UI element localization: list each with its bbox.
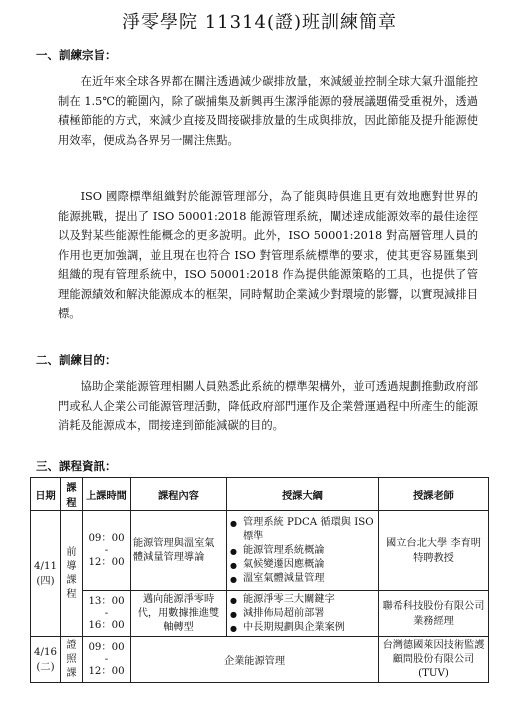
weekday-text: (四): [36, 575, 55, 587]
section-3-heading: 三、課程資訊：: [36, 459, 117, 473]
header-outline: 授課大綱: [227, 478, 379, 511]
outline-item: ● 中長期規劃與企業案例: [243, 621, 376, 635]
teacher-cell: 國立台北大學 李育明 特聘教授: [379, 511, 489, 591]
teacher-cell: 台灣德國萊因技術監護顧問股份有限公司(TUV): [379, 637, 489, 683]
outline-item: ● 能源管理系統概論: [243, 544, 376, 558]
header-time: 上課時間: [83, 478, 131, 511]
section-2-paragraph: 協助企業能源管理相關人員熟悉此系統的標準架構外，並可透過規劃推動政府部門或私人企業公司能源管理活動，降低政府部門運作及企業營運過程中所產生的能源消耗及能源成本，間接達到節能減碳的目的。: [58, 380, 478, 432]
course-type-cell: 前導課程: [61, 511, 83, 637]
date-cell: [31, 511, 61, 637]
date-text: 4/11: [34, 560, 57, 572]
section-1-paragraph-2: ISO 國際標準組織對於能源管理部分，為了能與時俱進且更有效地應對世界的能源挑戰，提出了 ISO 50001:2018 能源管理系統，闡述達成能源效率的最佳途徑以及對某些能源性能概念的更多說明。此外，ISO 50001:2018 對高層管理人員的作用也更加強調，並且現在也符合 ISO 對管理系統標準的要求，使其更容易匯集到組織的現有管理系統中，ISO 50001:2018 作為提供能源策略的工具，也提供了管理能源績效和解決能源成本的框架，同時幫助企業減少對環境的影響，以實現減排目標。: [58, 190, 478, 320]
header-content: 課程內容: [131, 478, 227, 511]
time-separator: -: [104, 654, 109, 665]
content-cell: 邁向能源淨零時代，用數據推進雙軸轉型: [131, 591, 227, 637]
time-cell: [83, 591, 131, 637]
date-text: 4/16: [34, 646, 57, 658]
section-1-heading: 一、訓練宗旨：: [36, 48, 117, 62]
time-cell: [83, 637, 131, 683]
course-type-cell: 證照課: [61, 637, 83, 683]
outline-item: ● 溫室氣體減量管理: [243, 572, 376, 586]
outline-cell: [227, 591, 379, 637]
outline-item: ● 管理系統 PDCA 循環與 ISO 標準: [243, 516, 376, 544]
weekday-text: (二): [36, 661, 55, 673]
section-2-heading: 二、訓練目的：: [36, 353, 117, 367]
document-title: 淨零學院 11314(證)班訓練簡章: [121, 12, 398, 33]
section-1-paragraph-1: 在近年來全球各界都在關注透過減少碳排放量，來減緩並控制全球大氣升溫能控制在 1.5℃的範圍內，除了碳捕集及新興再生潔淨能源的發展議題備受重視外，透過積極節能的方式，來減少直接及間接碳排放量的生成與排放，因此節能及提升能源使用效率，便成為各界另一關注焦點。: [58, 75, 478, 147]
table-row: [31, 591, 489, 637]
start-time: 13：00: [88, 596, 125, 607]
table-row: [31, 511, 489, 591]
outline-item: ● 氣候變遷因應概論: [243, 558, 376, 572]
date-cell: [31, 637, 61, 683]
end-time: 12：00: [88, 666, 125, 677]
header-date: 日期: [31, 478, 61, 511]
table-row: [31, 637, 489, 683]
table-header-row: [31, 478, 489, 511]
header-teacher: 授課老師: [379, 478, 489, 511]
start-time: 09：00: [88, 533, 125, 544]
time-separator: -: [104, 608, 109, 619]
course-table: [30, 477, 489, 683]
outline-item: ● 能源淨零三大關鍵字: [243, 593, 376, 607]
header-course: 課程: [61, 478, 83, 511]
time-cell: [83, 511, 131, 591]
outline-item: ● 減排佈局超前部署: [243, 607, 376, 621]
end-time: 12：00: [88, 557, 125, 568]
content-cell: 企業能源管理: [131, 637, 379, 683]
start-time: 09：00: [88, 642, 125, 653]
end-time: 16：00: [88, 620, 125, 631]
content-cell: 能源管理與溫室氣體減量管理導論: [131, 511, 227, 591]
time-separator: -: [104, 545, 109, 556]
teacher-cell: 聯希科技股份有限公司 業務經理: [379, 591, 489, 637]
outline-cell: [227, 511, 379, 591]
